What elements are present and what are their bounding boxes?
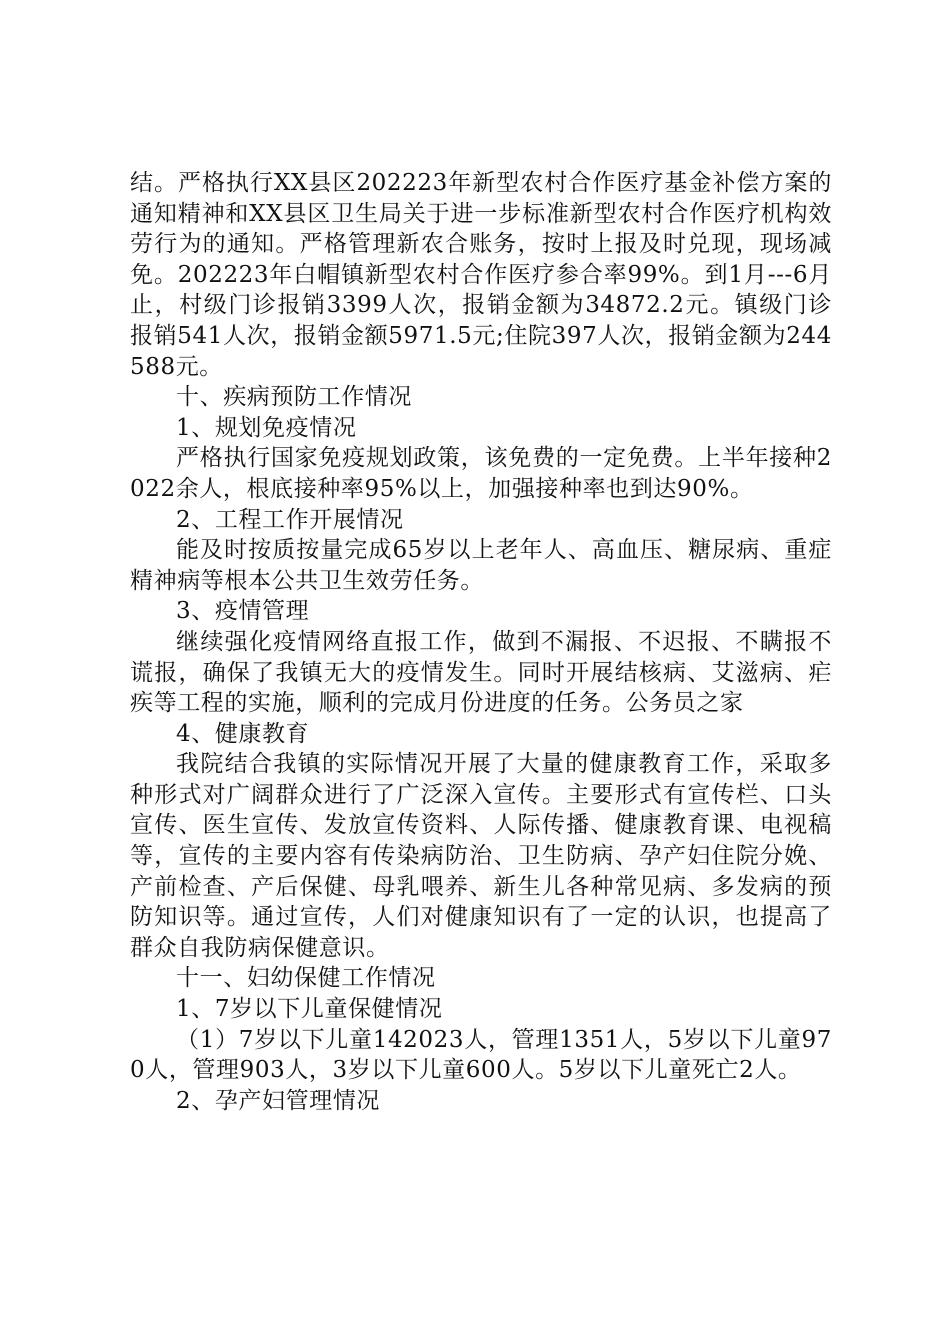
subheading-immunization: 1、规划免疫情况 (176, 414, 357, 441)
body-paragraph: 继续强化疫情网络直报工作，做到不漏报、不迟报、不瞒报不谎报，确保了我镇无大的疫情发生。同时开展结核病、艾滋病、疟疾等工程的实施，顺利的完成月份进度的任务。公务员之家 (130, 628, 832, 717)
document-body (130, 168, 832, 1116)
subheading-project-work: 2、工程工作开展情况 (176, 506, 404, 533)
body-paragraph: 我院结合我镇的实际情况开展了大量的健康教育工作，采取多种形式对广阔群众进行了广泛深入宣传。主要形式有宣传栏、口头宣传、医生宣传、发放宣传资料、人际传播、健康教育课、电视稿等，宣传的主要内容有传染病防治、卫生防病、孕产妇住院分娩、产前检查、产后保健、母乳喂养、新生儿各种常见病、多发病的预防知识等。通过宣传，人们对健康知识有了一定的认识，也提高了群众自我防病保健意识。 (130, 751, 832, 961)
section-heading-maternal-child-health: 十一、妇幼保健工作情况 (176, 965, 436, 992)
subheading-child-health: 1、7岁以下儿童保健情况 (176, 996, 443, 1023)
body-paragraph: 严格执行国家免疫规划政策，该免费的一定免费。上半年接种2022余人，根底接种率95%以上，加强接种率也到达90%。 (130, 445, 832, 502)
subheading-health-education: 4、健康教育 (176, 720, 310, 747)
body-paragraph: （1）7岁以下儿童142023人，管理1351人，5岁以下儿童970人，管理903人，3岁以下儿童600人。5岁以下儿童死亡2人。 (130, 1026, 832, 1084)
body-paragraph: 能及时按质按量完成65岁以上老年人、高血压、糖尿病、重症精神病等根本公共卫生效劳任务。 (130, 537, 832, 594)
section-heading-disease-prevention: 十、疾病预防工作情况 (176, 384, 412, 411)
subheading-maternal-management: 2、孕产妇管理情况 (176, 1087, 381, 1114)
subheading-epidemic-management: 3、疫情管理 (176, 598, 310, 625)
body-paragraph: 结。严格执行XX县区202223年新型农村合作医疗基金补偿方案的通知精神和XX县区卫生局关于进一步标准新型农村合作医疗机构效劳行为的通知。严格管理新农合账务，按时上报及时兑现，现场减免。202223年白帽镇新型农村合作医疗参合率99%。到1月---6月止，村级门诊报销3399人次，报销金额为34872.2元。镇级门诊报销541人次，报销金额5971.5元;住院397人次，报销金额为244588元。 (130, 170, 832, 380)
